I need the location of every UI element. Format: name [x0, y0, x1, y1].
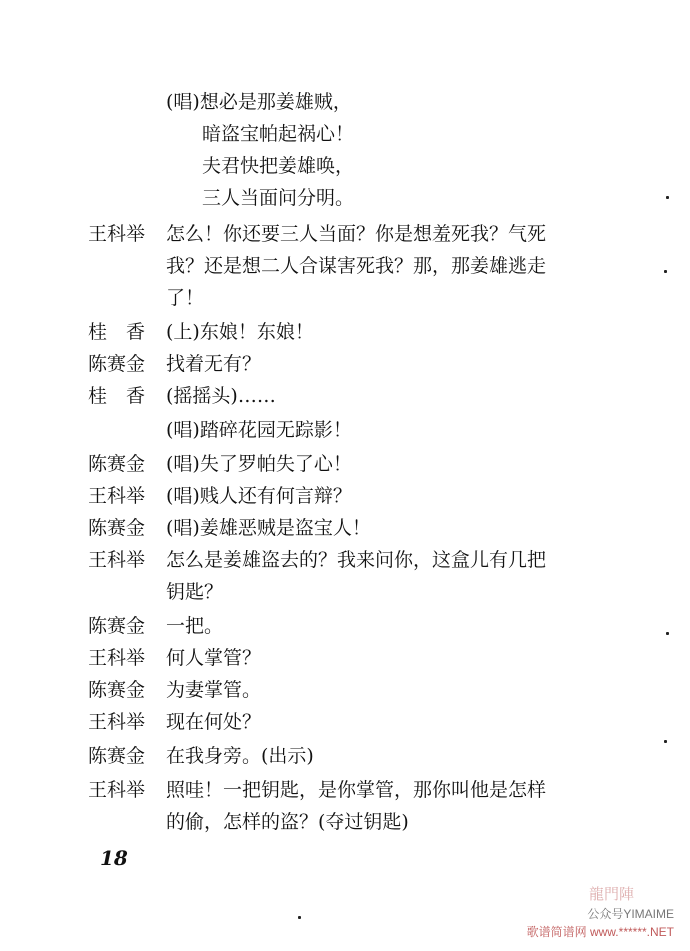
dialogue-line: 了！	[166, 287, 205, 309]
speaker-name: 王科举	[88, 779, 146, 801]
speaker-name: 王科举	[88, 223, 146, 245]
dialogue-line: 怎么！你还要三人当面？你是想羞死我？气死	[166, 223, 547, 245]
speaker-name: 王科举	[88, 549, 146, 571]
dialogue-line: 钥匙？	[166, 581, 224, 603]
dialogue-line: 在我身旁。(出示)	[166, 745, 314, 767]
scan-speck	[664, 740, 667, 743]
speaker-name: 陈赛金	[88, 353, 146, 375]
sung-line: (唱)姜雄恶贼是盗宝人！	[166, 517, 371, 539]
sung-line: 三人当面问分明。	[202, 187, 355, 209]
watermark-text: 公众号YIMAIME	[587, 907, 674, 921]
dialogue-line: 何人掌管？	[166, 647, 262, 669]
sung-line: (唱)想必是那姜雄贼，	[166, 91, 352, 113]
dialogue-line: 怎么是姜雄盗去的？我来问你，这盒儿有几把	[166, 549, 547, 571]
speaker-name: 桂 香	[88, 385, 146, 407]
speaker-name: 桂 香	[88, 321, 146, 343]
watermark-text: 歌谱简谱网 www.******.NET	[526, 925, 674, 939]
sung-line: (唱)贱人还有何言辩？	[166, 485, 352, 507]
speaker-name: 王科举	[88, 647, 146, 669]
stage-direction: (摇摇头)……	[166, 385, 276, 407]
dialogue-line: 一把。	[166, 615, 224, 637]
dialogue-line: (上)东娘！东娘！	[166, 321, 314, 343]
speaker-name: 王科举	[88, 485, 146, 507]
sung-line: (唱)失了罗帕失了心！	[166, 453, 352, 475]
speaker-name: 陈赛金	[88, 679, 146, 701]
speaker-name: 陈赛金	[88, 453, 146, 475]
sung-line: 暗盗宝帕起祸心！	[202, 123, 355, 145]
sung-line: 夫君快把姜雄唤，	[202, 155, 355, 177]
scan-speck	[298, 916, 301, 919]
dialogue-line: 为妻掌管。	[166, 679, 262, 701]
dialogue-line: 找着无有？	[166, 353, 262, 375]
speaker-name: 陈赛金	[88, 517, 146, 539]
scan-speck	[666, 632, 669, 635]
scan-speck	[664, 270, 667, 273]
speaker-name: 陈赛金	[88, 615, 146, 637]
watermark	[524, 883, 674, 943]
sung-line: (唱)踏碎花园无踪影！	[166, 419, 352, 441]
dialogue-line: 的偷，怎样的盗？(夺过钥匙)	[166, 811, 409, 833]
dialogue-line: 现在何处？	[166, 711, 262, 733]
speaker-name: 陈赛金	[88, 745, 146, 767]
dialogue-line: 照哇！一把钥匙，是你掌管，那你叫他是怎样	[166, 779, 547, 801]
watermark-logo: 龍門陣	[588, 886, 634, 903]
scan-speck	[666, 196, 669, 199]
page-number: 18	[100, 846, 128, 870]
dialogue-line: 我？还是想二人合谋害死我？那，那姜雄逃走	[166, 255, 547, 277]
speaker-name: 王科举	[88, 711, 146, 733]
